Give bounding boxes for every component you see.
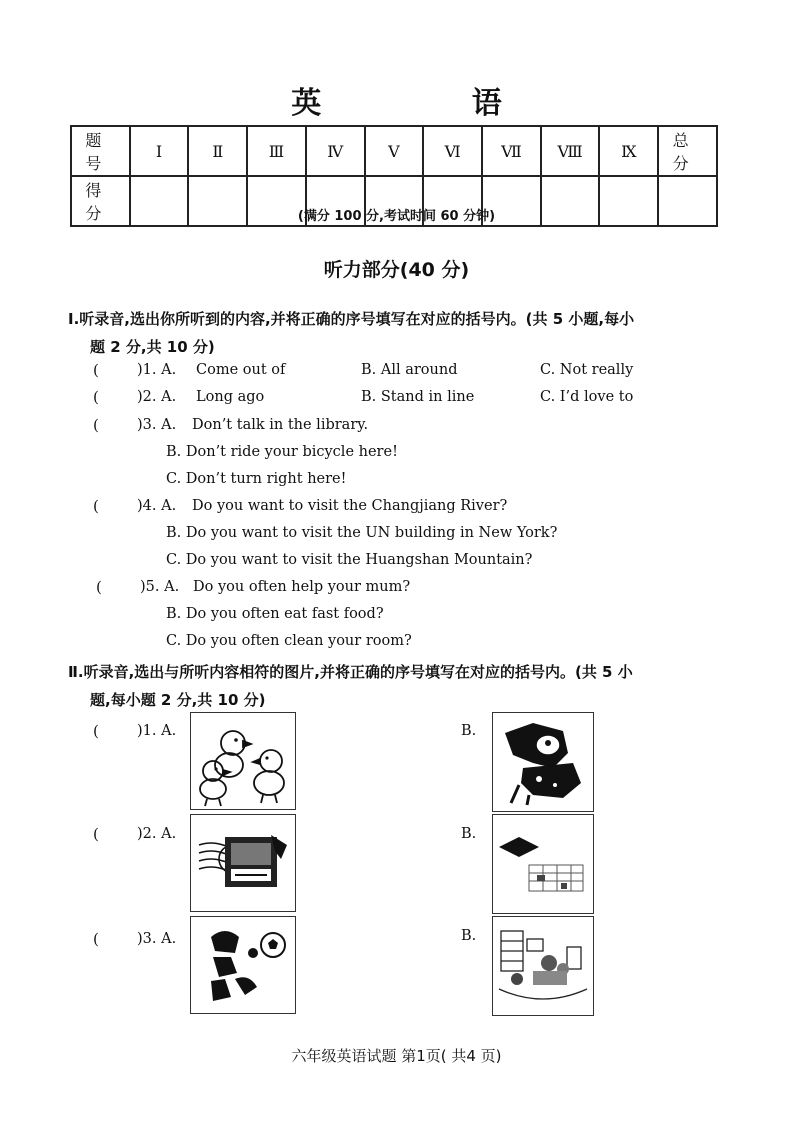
option-b: B. Do you want to visit the UN building in New York? — [166, 525, 558, 541]
question-number: )1. A. — [137, 362, 177, 378]
question-number: )5. A. — [140, 579, 180, 595]
question-number: )2. A. — [137, 389, 177, 405]
score-col-9: Ⅸ — [599, 126, 658, 176]
part2-instruction-line1: Ⅱ.听录音,选出与所听内容相符的图片,并将正确的序号填写在对应的括号内。(共 5 小 — [68, 663, 633, 681]
option-c: C. Don’t turn right here! — [166, 471, 347, 487]
score-col-2: Ⅱ — [188, 126, 247, 176]
option-a: Do you often help your mum? — [193, 579, 411, 595]
answer-paren[interactable]: ( — [93, 416, 99, 434]
score-col-4: Ⅳ — [306, 126, 365, 176]
score-col-6: Ⅵ — [423, 126, 482, 176]
score-header-label: 题 号 — [71, 126, 130, 176]
option-a: Come out of — [196, 362, 286, 378]
option-b: B. Do you often eat fast food? — [166, 606, 384, 622]
answer-paren[interactable]: ( — [93, 388, 99, 406]
option-c: C. I’d love to — [540, 389, 634, 405]
chicks-picture — [190, 712, 296, 810]
exam-note: (满分 100 分,考试时间 60 分钟) — [297, 209, 496, 224]
question-number: )3. A. — [137, 931, 177, 947]
part1-instruction-line2: 题 2 分,共 10 分) — [90, 338, 215, 356]
room-picture — [492, 916, 594, 1016]
score-row-label: 得 分 — [71, 176, 130, 226]
score-col-7: Ⅶ — [482, 126, 541, 176]
option-b: B. Don’t ride your bicycle here! — [166, 444, 398, 460]
question-number: )4. A. — [137, 498, 177, 514]
option-b: B. Stand in line — [361, 389, 475, 405]
football-icon — [191, 917, 295, 1013]
building-icon — [493, 815, 593, 913]
score-total-label: 总 分 — [658, 126, 717, 176]
answer-paren[interactable]: ( — [93, 825, 99, 843]
option-a: Do you want to visit the Changjiang River? — [192, 498, 508, 514]
option-c: C. Do you want to visit the Huangshan Mountain? — [166, 552, 533, 568]
answer-paren[interactable]: ( — [93, 361, 99, 379]
option-b-label: B. — [461, 928, 477, 944]
part1-instruction — [68, 305, 728, 361]
chicks-icon — [191, 713, 295, 809]
question-number: )3. A. — [137, 417, 177, 433]
score-col-1: Ⅰ — [130, 126, 189, 176]
score-col-5: Ⅴ — [365, 126, 424, 176]
score-col-3: Ⅲ — [247, 126, 306, 176]
option-b: B. All around — [361, 362, 458, 378]
dog-icon — [493, 713, 593, 811]
stamp-picture — [190, 814, 296, 912]
stamp-icon — [191, 815, 295, 911]
football-picture — [190, 916, 296, 1014]
option-c: C. Do you often clean your room? — [166, 633, 412, 649]
answer-paren[interactable]: ( — [93, 930, 99, 948]
building-picture — [492, 814, 594, 914]
option-a: Long ago — [196, 389, 265, 405]
option-c: C. Not really — [540, 362, 634, 378]
page-footer: 六年级英语试题 第1页( 共4 页) — [291, 1047, 502, 1065]
part1-instruction-line1: Ⅰ.听录音,选出你所听到的内容,并将正确的序号填写在对应的括号内。(共 5 小题,每小 — [68, 310, 635, 328]
question-number: )2. A. — [137, 826, 177, 842]
listening-section-title: 听力部分(40 分) — [323, 259, 470, 281]
part2-instruction — [68, 658, 728, 714]
score-col-8: Ⅷ — [541, 126, 600, 176]
answer-paren[interactable]: ( — [93, 722, 99, 740]
option-b-label: B. — [461, 723, 477, 739]
answer-paren[interactable]: ( — [96, 578, 102, 596]
score-table-header-row — [71, 126, 717, 176]
room-icon — [493, 917, 593, 1015]
option-b-label: B. — [461, 826, 477, 842]
exam-title: 英 语 — [291, 86, 572, 121]
answer-paren[interactable]: ( — [93, 497, 99, 515]
part2-instruction-line2: 题,每小题 2 分,共 10 分) — [90, 691, 266, 709]
option-a: Don’t talk in the library. — [192, 417, 369, 433]
dog-picture — [492, 712, 594, 812]
question-number: )1. A. — [137, 723, 177, 739]
